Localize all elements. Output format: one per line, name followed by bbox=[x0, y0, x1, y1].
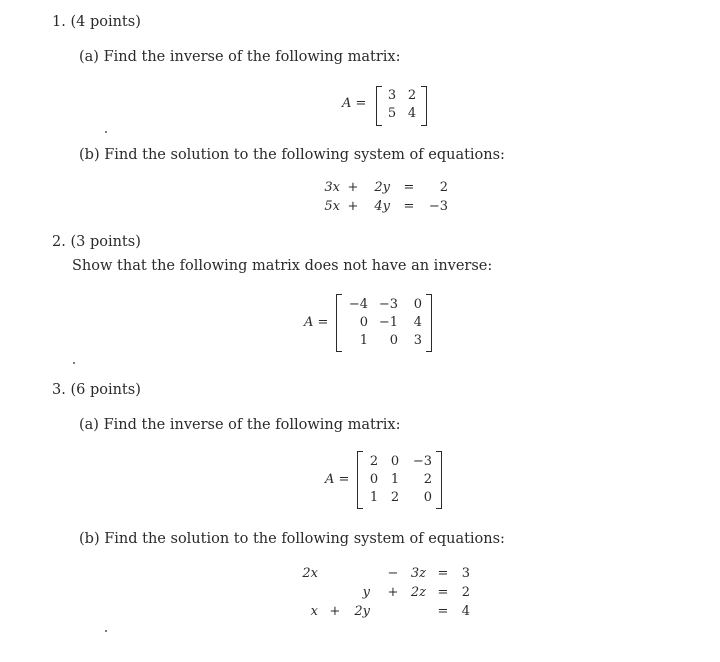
matrix-label: A = bbox=[325, 472, 350, 487]
matrix-cell: 0 bbox=[423, 490, 432, 505]
equation-system-1b bbox=[318, 180, 458, 216]
matrix-cell: 0 bbox=[390, 454, 400, 469]
matrix-cell: 4 bbox=[413, 315, 422, 330]
operator: + bbox=[347, 180, 359, 195]
rhs: 4 bbox=[461, 604, 470, 619]
term-x: 3x bbox=[324, 180, 340, 195]
right-bracket bbox=[421, 86, 427, 126]
term-y: y bbox=[362, 585, 370, 600]
matrix-cell: 3 bbox=[387, 88, 397, 103]
problem-3-heading bbox=[52, 381, 141, 399]
part-prompt: Find the solution to the following system of equations: bbox=[104, 147, 505, 163]
matrix-cell: 2 bbox=[390, 490, 400, 505]
problem-1b-prompt bbox=[79, 146, 505, 164]
matrix-cell: 0 bbox=[389, 333, 398, 348]
operator: + bbox=[329, 604, 341, 619]
right-bracket bbox=[426, 294, 432, 352]
problem-3a-prompt bbox=[79, 416, 400, 434]
part-label: (b) bbox=[79, 531, 100, 547]
problem-points: (4 points) bbox=[70, 14, 141, 30]
problem-points: (6 points) bbox=[70, 382, 141, 398]
equation-row bbox=[296, 566, 476, 584]
rhs: 3 bbox=[461, 566, 470, 581]
problem-3b-prompt bbox=[79, 530, 505, 548]
matrix-cell: 1 bbox=[369, 490, 379, 505]
equals-sign: = bbox=[437, 585, 449, 600]
matrix-1a bbox=[330, 86, 440, 126]
term-z: 2z bbox=[410, 585, 426, 600]
rhs: 2 bbox=[439, 180, 448, 195]
matrix-cell: 3 bbox=[413, 333, 422, 348]
matrix-cell: 0 bbox=[359, 315, 368, 330]
equals-sign: = bbox=[403, 199, 415, 214]
equation-row bbox=[318, 199, 458, 217]
equals-sign: = bbox=[437, 566, 449, 581]
matrix-cell: −4 bbox=[348, 297, 368, 312]
part-prompt: Find the solution to the following system of equations: bbox=[104, 531, 505, 547]
operator: + bbox=[387, 585, 399, 600]
equals-sign: = bbox=[403, 180, 415, 195]
term-x: 2x bbox=[302, 566, 318, 581]
matrix-cell: 1 bbox=[390, 472, 400, 487]
term-y: 2y bbox=[374, 180, 390, 195]
problem-2-heading bbox=[52, 233, 141, 251]
term-x: x bbox=[310, 604, 318, 619]
equation-row bbox=[296, 604, 476, 622]
rhs: 2 bbox=[461, 585, 470, 600]
operator: − bbox=[387, 566, 399, 581]
problem-number: 1. bbox=[52, 14, 66, 30]
stray-dot bbox=[105, 630, 107, 632]
problem-number: 2. bbox=[52, 234, 66, 250]
part-prompt: Find the inverse of the following matrix: bbox=[103, 49, 401, 65]
left-bracket bbox=[376, 86, 382, 126]
term-y: 4y bbox=[374, 199, 390, 214]
problem-2-prompt: Show that the following matrix does not have an inverse: bbox=[72, 258, 493, 274]
matrix-cell: 2 bbox=[407, 88, 417, 103]
equals-sign: = bbox=[437, 604, 449, 619]
right-bracket bbox=[436, 451, 442, 509]
left-bracket bbox=[357, 451, 363, 509]
matrix-cell: −1 bbox=[378, 315, 398, 330]
stray-dot bbox=[73, 362, 75, 364]
equation-row bbox=[318, 180, 458, 198]
matrix-cell: 0 bbox=[413, 297, 422, 312]
matrix-cell: 2 bbox=[423, 472, 432, 487]
part-label: (a) bbox=[79, 417, 99, 433]
left-bracket bbox=[336, 294, 342, 352]
matrix-cell: −3 bbox=[378, 297, 398, 312]
matrix-cell: 0 bbox=[369, 472, 379, 487]
matrix-cell: 2 bbox=[369, 454, 379, 469]
equation-system-3b bbox=[296, 566, 476, 622]
term-x: 5x bbox=[324, 199, 340, 214]
stray-dot bbox=[105, 131, 107, 133]
term-z: 3z bbox=[410, 566, 426, 581]
part-label: (b) bbox=[79, 147, 100, 163]
part-prompt: Find the inverse of the following matrix: bbox=[103, 417, 401, 433]
part-label: (a) bbox=[79, 49, 99, 65]
term-y: 2y bbox=[354, 604, 370, 619]
equation-row bbox=[296, 585, 476, 603]
matrix-label: A = bbox=[304, 315, 329, 330]
matrix-cell: −3 bbox=[412, 454, 432, 469]
matrix-cell: 5 bbox=[387, 106, 397, 121]
matrix-3a bbox=[320, 451, 450, 509]
problem-1-heading bbox=[52, 13, 141, 31]
problem-points: (3 points) bbox=[70, 234, 141, 250]
problem-number: 3. bbox=[52, 382, 66, 398]
matrix-2 bbox=[296, 294, 446, 352]
matrix-cell: 1 bbox=[359, 333, 368, 348]
problem-1a-prompt bbox=[79, 48, 400, 66]
operator: + bbox=[347, 199, 359, 214]
matrix-cell: 4 bbox=[407, 106, 417, 121]
rhs: −3 bbox=[428, 199, 448, 214]
matrix-label: A = bbox=[342, 96, 367, 111]
